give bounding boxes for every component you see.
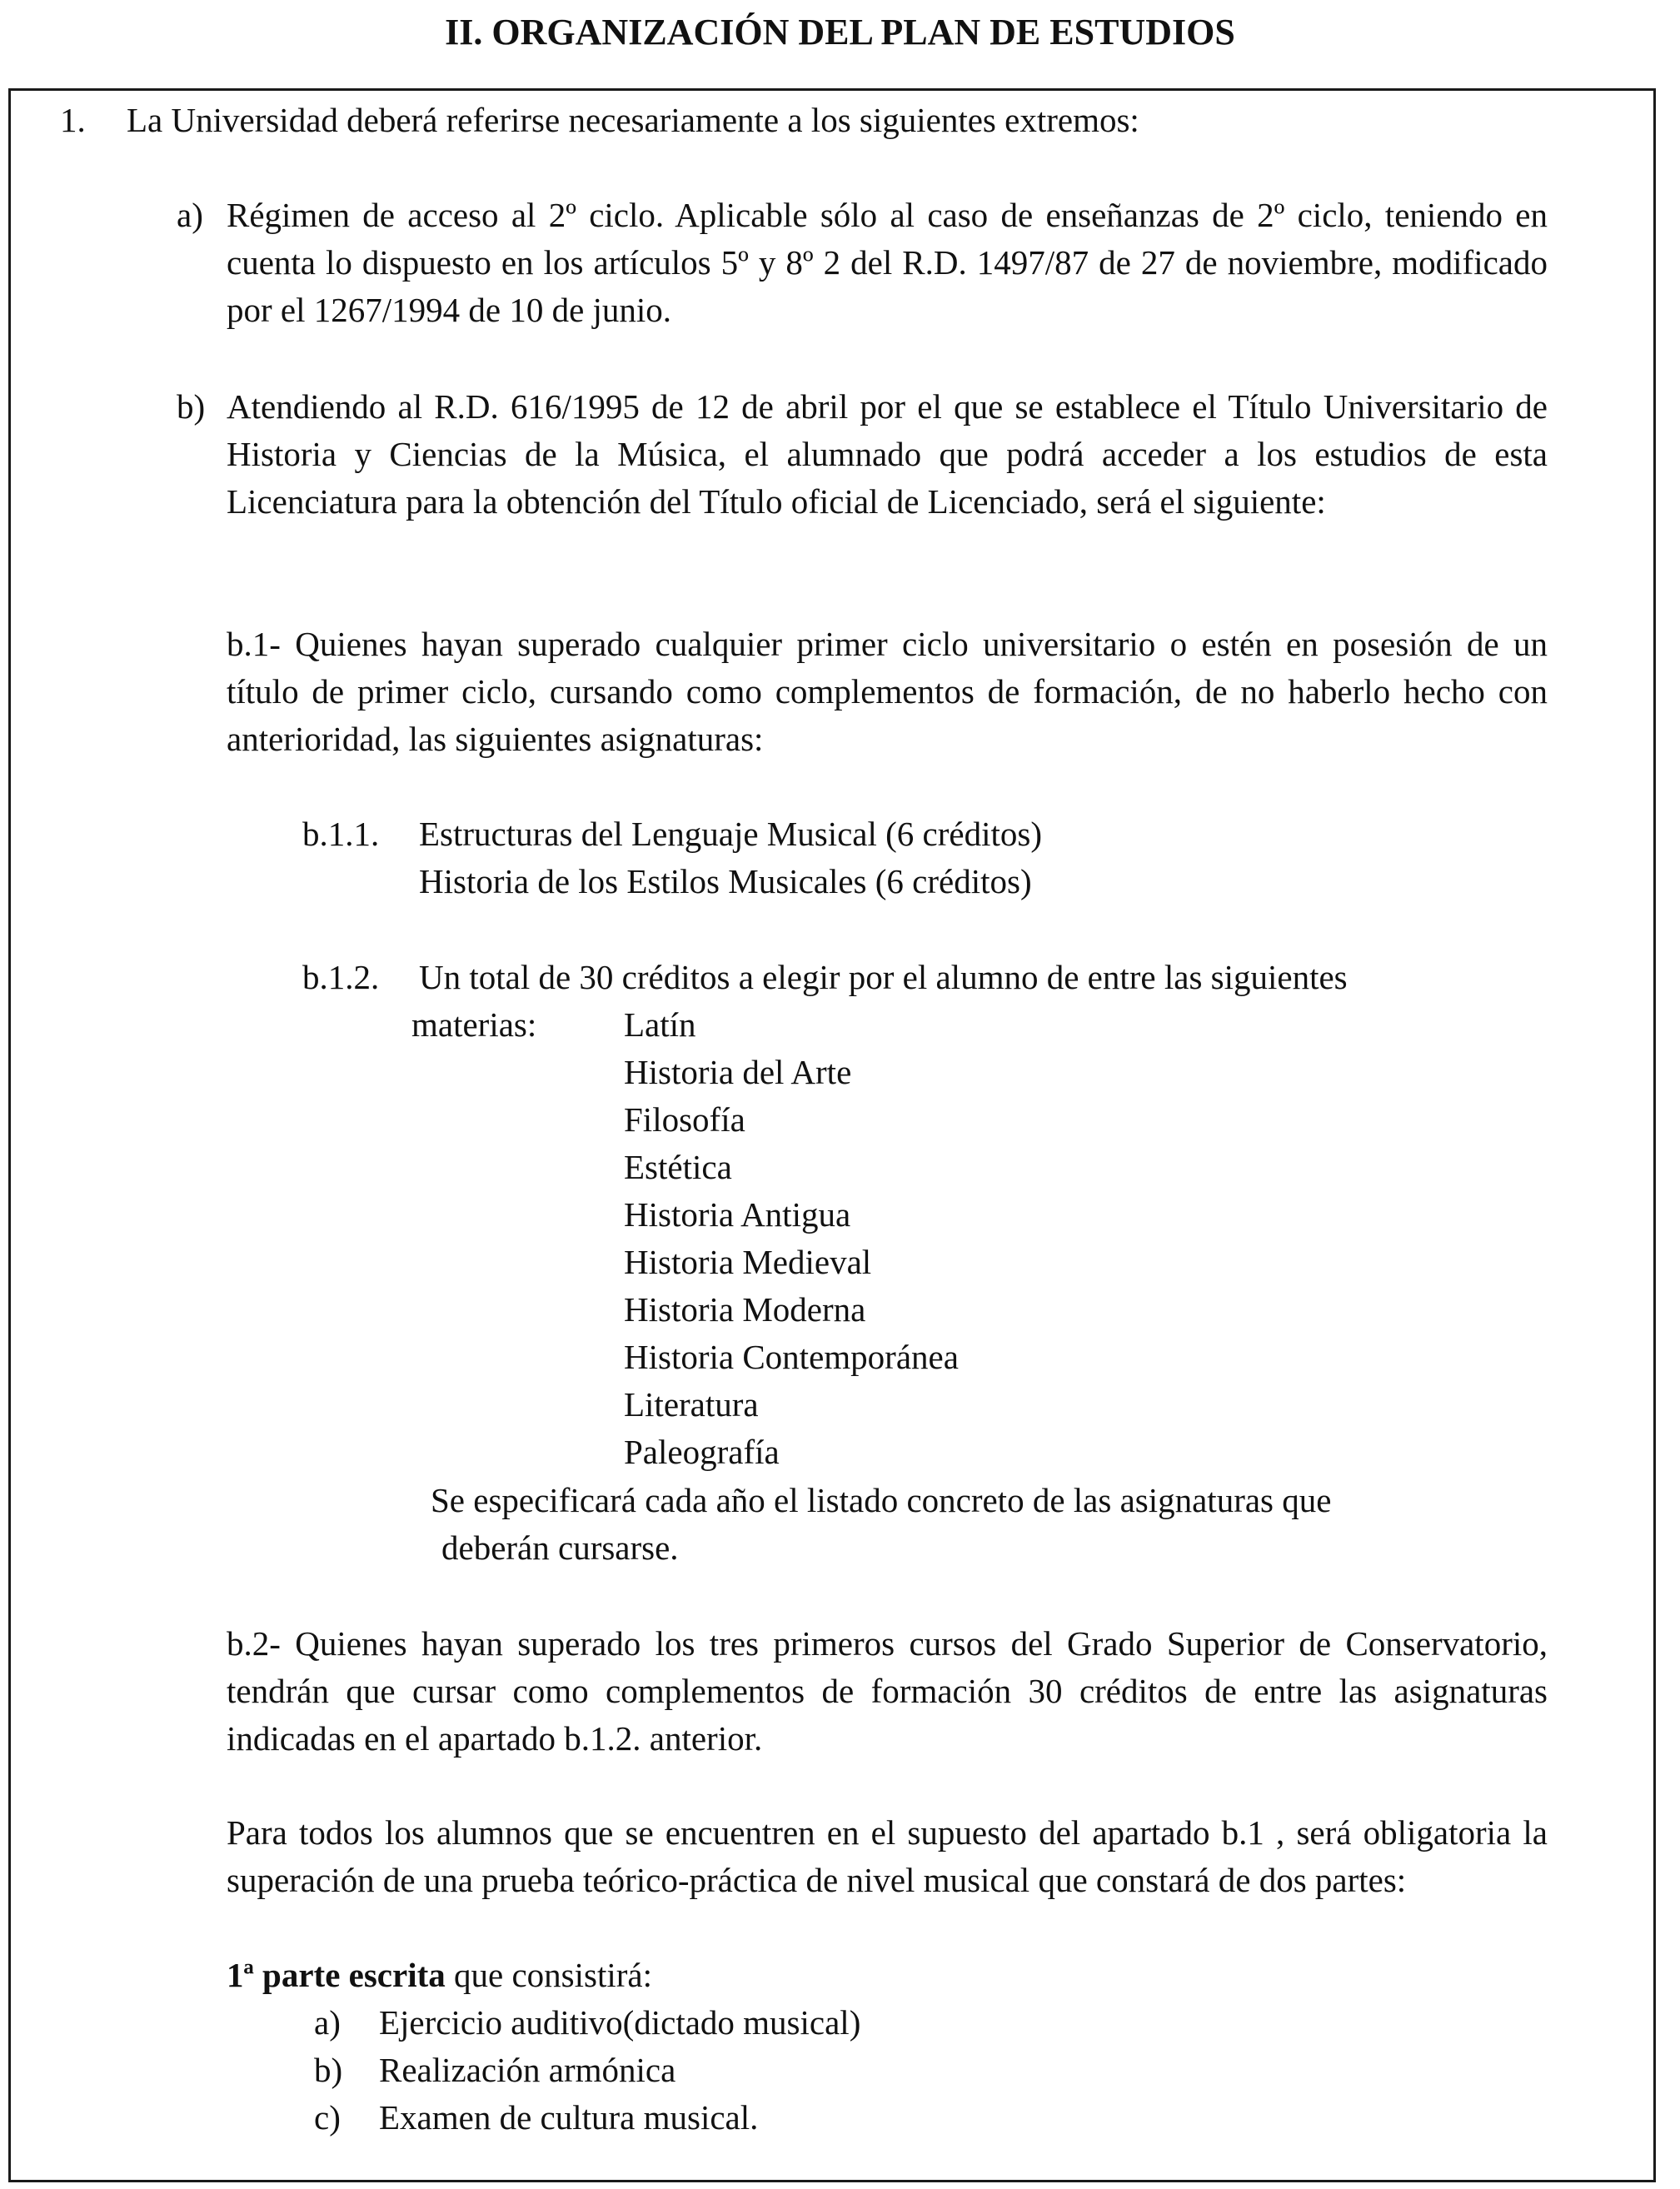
b12-number: b.1.2. [302,958,380,996]
b12-note-line-1: Se especificará cada año el listado concreto de las asignaturas que [431,1481,1332,1519]
list-item: Estética [624,1148,732,1186]
list-item: Historia del Arte [624,1053,852,1091]
b2-paragraph: b.2- Quienes hayan superado los tres primeros cursos del Grado Superior de Conservatorio, tendrán que cursar como complementos de formación 30 créditos de entre las asignaturas indicadas en el apartado b.1.2. anterior. [227,1624,1548,1758]
list-item: Historia Contemporánea [624,1338,959,1376]
prueba-parte-line [227,1952,652,1999]
list-item: Literatura [624,1385,759,1424]
b11-line-1: Estructuras del Lenguaje Musical (6 créditos) [419,815,1042,853]
b11-line-2: Historia de los Estilos Musicales (6 créditos) [419,862,1032,900]
list-item-label: b) [314,2051,343,2089]
b12-text: Un total de 30 créditos a elegir por el alumno de entre las siguientes [419,958,1348,996]
item-a-label: a) [177,196,203,234]
list-item [314,2047,860,2094]
section-intro: La Universidad deberá referirse necesariamente a los siguientes extremos: [127,101,1139,139]
list-item-label: a) [314,2003,341,2042]
list-item-label: c) [314,2098,341,2137]
list-item-text: Examen de cultura musical. [379,2098,759,2137]
subjects-list [624,1001,959,1476]
list-item: Paleografía [624,1433,780,1471]
section-number: 1. [60,101,86,139]
list-item: Historia Medieval [624,1243,872,1281]
prueba-items-list [314,1999,860,2142]
list-item [314,1999,860,2047]
prueba-paragraph: Para todos los alumnos que se encuentren en el supuesto del apartado b.1 , será obligatoria la superación de una prueba teórico-práctica de nivel musical que constará de dos partes: [227,1813,1548,1899]
b12-note-line-2: deberán cursarse. [441,1528,679,1567]
prueba-parte-rest: que consistirá: [445,1956,652,1994]
item-a-text: Régimen de acceso al 2º ciclo. Aplicable sólo al caso de enseñanzas de 2º ciclo, teniendo en cuenta lo dispuesto en los artículos 5º y 8º 2 del R.D. 1497/87 de 27 de noviembre, modificado por el 1267/1994 de 10 de junio. [227,196,1548,329]
list-item: Historia Moderna [624,1290,866,1329]
list-item-text: Realización armónica [379,2051,676,2089]
item-b-label: b) [177,387,206,426]
item-b-text: Atendiendo al R.D. 616/1995 de 12 de abril por el que se establece el Título Universitario de Historia y Ciencias de la Música, el alumnado que podrá acceder a los estudios de esta Licenciatura para la obtención del Título oficial de Licenciado, será el siguiente: [227,387,1548,521]
prueba-parte-bold: 1ª parte escrita [227,1956,446,1994]
list-item: Latín [624,1005,696,1044]
page-title: II. ORGANIZACIÓN DEL PLAN DE ESTUDIOS [445,12,1235,52]
list-item: Filosofía [624,1100,745,1139]
b12-materias-label: materias: [411,1005,537,1044]
list-item: Historia Antigua [624,1195,851,1234]
b1-paragraph: b.1- Quienes hayan superado cualquier primer ciclo universitario o estén en posesión de un título de primer ciclo, cursando como complementos de formación, de no haberlo hecho con anterioridad, las siguientes asignaturas: [227,625,1548,758]
list-item-text: Ejercicio auditivo(dictado musical) [379,2003,861,2042]
list-item [314,2094,860,2142]
b11-number: b.1.1. [302,815,380,853]
